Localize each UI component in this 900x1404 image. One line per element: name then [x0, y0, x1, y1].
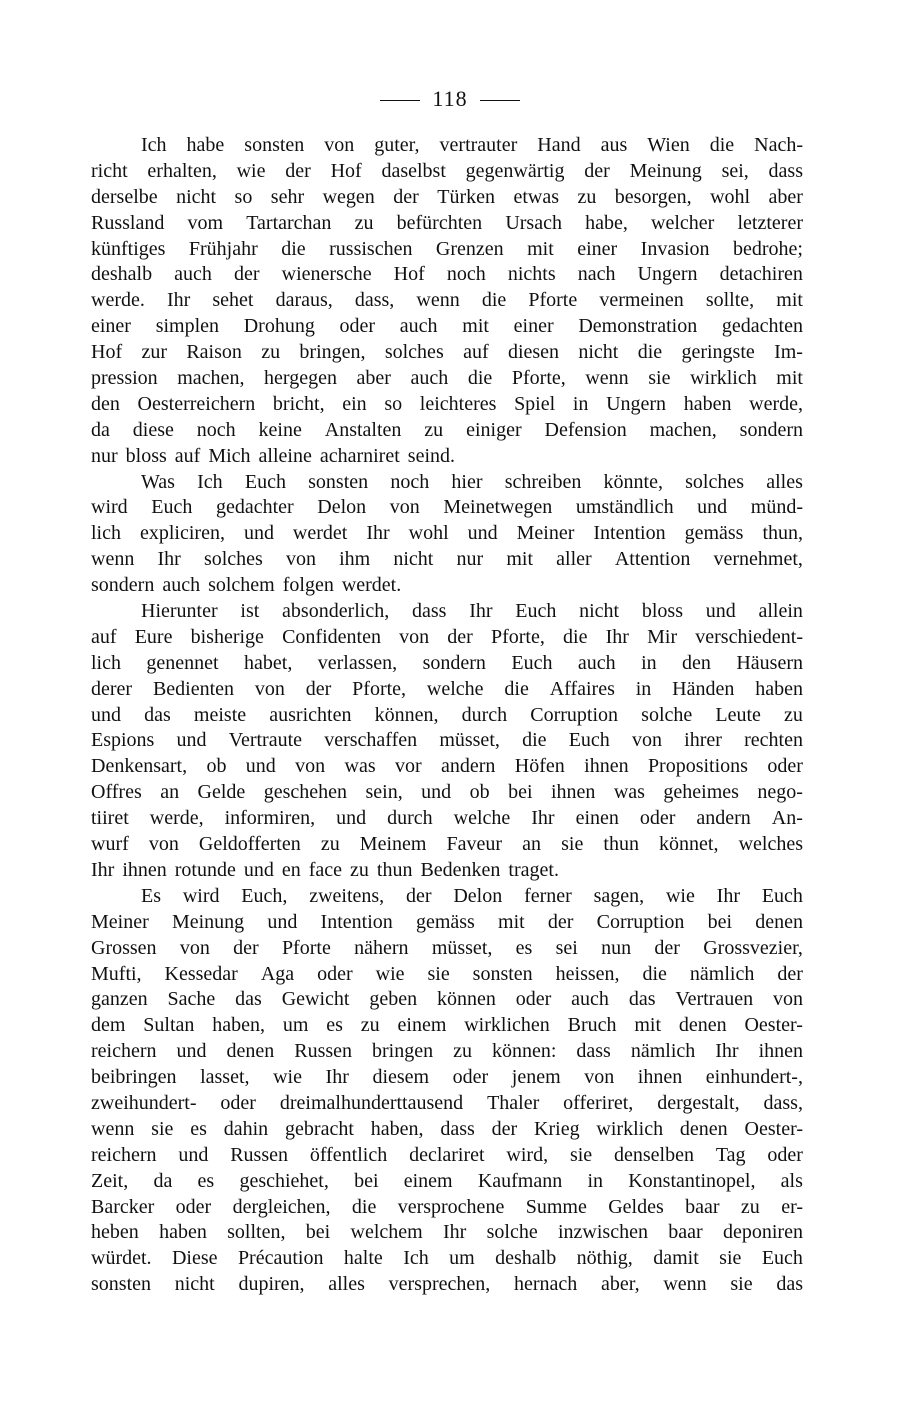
text-line: deshalb auch der wienersche Hof noch nichts nach Ungern detachiren [91, 263, 803, 286]
header-dash-right [480, 100, 520, 101]
text-line: und das meiste ausrichten können, durch Corruption solche Leute zu [91, 703, 803, 726]
text-line: Espions und Vertraute verschaffen müsset, die Euch von ihrer rechten [91, 729, 803, 752]
text-line: Es wird Euch, zweitens, der Delon ferner sagen, wie Ihr Euch [141, 884, 803, 907]
text-line: Barcker oder dergleichen, die versprochene Summe Geldes baar zu er- [91, 1195, 803, 1218]
text-line: lich expliciren, und werdet Ihr wohl und Meiner Intention gemäss thun, [91, 522, 803, 545]
text-line: wurf von Geldofferten zu Meinem Faveur an sie thun könnet, welches [91, 833, 803, 856]
text-line: reichern und denen Russen bringen zu können: dass nämlich Ihr ihnen [91, 1040, 803, 1063]
text-line: wenn sie es dahin gebracht haben, dass der Krieg wirklich denen Oester- [91, 1117, 803, 1140]
text-line: tiiret werde, informiren, und durch welche Ihr einen oder andern An- [91, 807, 803, 830]
text-line: Mufti, Kessedar Aga oder wie sie sonsten heissen, die nämlich der [91, 962, 803, 985]
text-line: Ich habe sonsten von guter, vertrauter Hand aus Wien die Nach- [141, 134, 803, 156]
text-line: sondern auch solchem folgen werdet. [91, 574, 402, 597]
text-line: derer Bedienten von der Pforte, welche die Affaires in Händen haben [91, 677, 803, 700]
text-line: da diese noch keine Anstalten zu einiger Defension machen, sondern [91, 418, 803, 441]
text-line: pression machen, hergegen aber auch die Pforte, wenn sie wirklich mit [91, 367, 803, 390]
body-text [91, 133, 803, 1298]
text-line: richt erhalten, wie der Hof daselbst gegenwärtig der Meinung sei, dass [91, 159, 803, 182]
text-line: Meiner Meinung und Intention gemäss mit der Corruption bei denen [91, 910, 803, 933]
text-line: den Oesterreichern bricht, ein so leichteres Spiel in Ungern haben werde, [91, 392, 803, 415]
text-line: Hierunter ist absonderlich, dass Ihr Euch nicht bloss und allein [141, 600, 803, 623]
text-line: einer simplen Drohung oder auch mit einer Demonstration gedachten [91, 315, 803, 338]
text-line: nur bloss auf Mich alleine acharniret seind. [91, 444, 455, 467]
text-line: reichern und Russen öffentlich declariret wird, sie denselben Tag oder [91, 1143, 803, 1166]
header-dash-left [380, 100, 420, 101]
text-line: sonsten nicht dupiren, alles versprechen, hernach aber, wenn sie das [91, 1273, 803, 1296]
text-line: Zeit, da es geschiehet, bei einem Kaufmann in Konstantinopel, als [91, 1169, 803, 1192]
text-line: Denkensart, ob und von was vor andern Höfen ihnen Propositions oder [91, 755, 803, 778]
text-line: Offres an Gelde geschehen sein, und ob bei ihnen was geheimes nego- [91, 781, 803, 804]
text-line: lich genennet habet, verlassen, sondern Euch auch in den Häusern [91, 651, 803, 674]
text-line: Was Ich Euch sonsten noch hier schreiben könnte, solches alles [141, 470, 803, 493]
text-line: Hof zur Raison zu bringen, solches auf diesen nicht die geringste Im- [91, 341, 803, 364]
text-line: wird Euch gedachter Delon von Meinetwegen umständlich und münd- [91, 496, 803, 519]
text-line: Grossen von der Pforte nähern müsset, es sei nun der Grossvezier, [91, 936, 803, 959]
page-header [0, 86, 900, 112]
text-line: zweihundert- oder dreimalhunderttausend Thaler offeriret, dergestalt, dass, [91, 1091, 803, 1114]
text-line: heben haben sollten, bei welchem Ihr solche inzwischen baar deponiren [91, 1221, 803, 1244]
text-line: Ihr ihnen rotunde und en face zu thun Bedenken traget. [91, 858, 559, 881]
text-line: dem Sultan haben, um es zu einem wirklichen Bruch mit denen Oester- [91, 1014, 803, 1037]
text-line: ganzen Sache das Gewicht geben können oder auch das Vertrauen von [91, 988, 803, 1011]
text-line: werde. Ihr sehet daraus, dass, wenn die Pforte vermeinen sollte, mit [91, 289, 803, 312]
page-number: 118 [432, 86, 468, 111]
text-line: wenn Ihr solches von ihm nicht nur mit aller Attention vernehmet, [91, 548, 803, 571]
text-line: künftiges Frühjahr die russischen Grenzen mit einer Invasion bedrohe; [91, 237, 803, 260]
text-line: Russland vom Tartarchan zu befürchten Ursach habe, welcher letzterer [91, 211, 803, 234]
text-line: derselbe nicht so sehr wegen der Türken etwas zu besorgen, wohl aber [91, 185, 803, 208]
text-line: beibringen lasset, wie Ihr diesem oder jenem von ihnen einhundert-, [91, 1066, 803, 1089]
text-line: auf Eure bisherige Confidenten von der Pforte, die Ihr Mir verschiedent- [91, 625, 803, 648]
text-line: würdet. Diese Précaution halte Ich um deshalb nöthig, damit sie Euch [91, 1247, 803, 1270]
